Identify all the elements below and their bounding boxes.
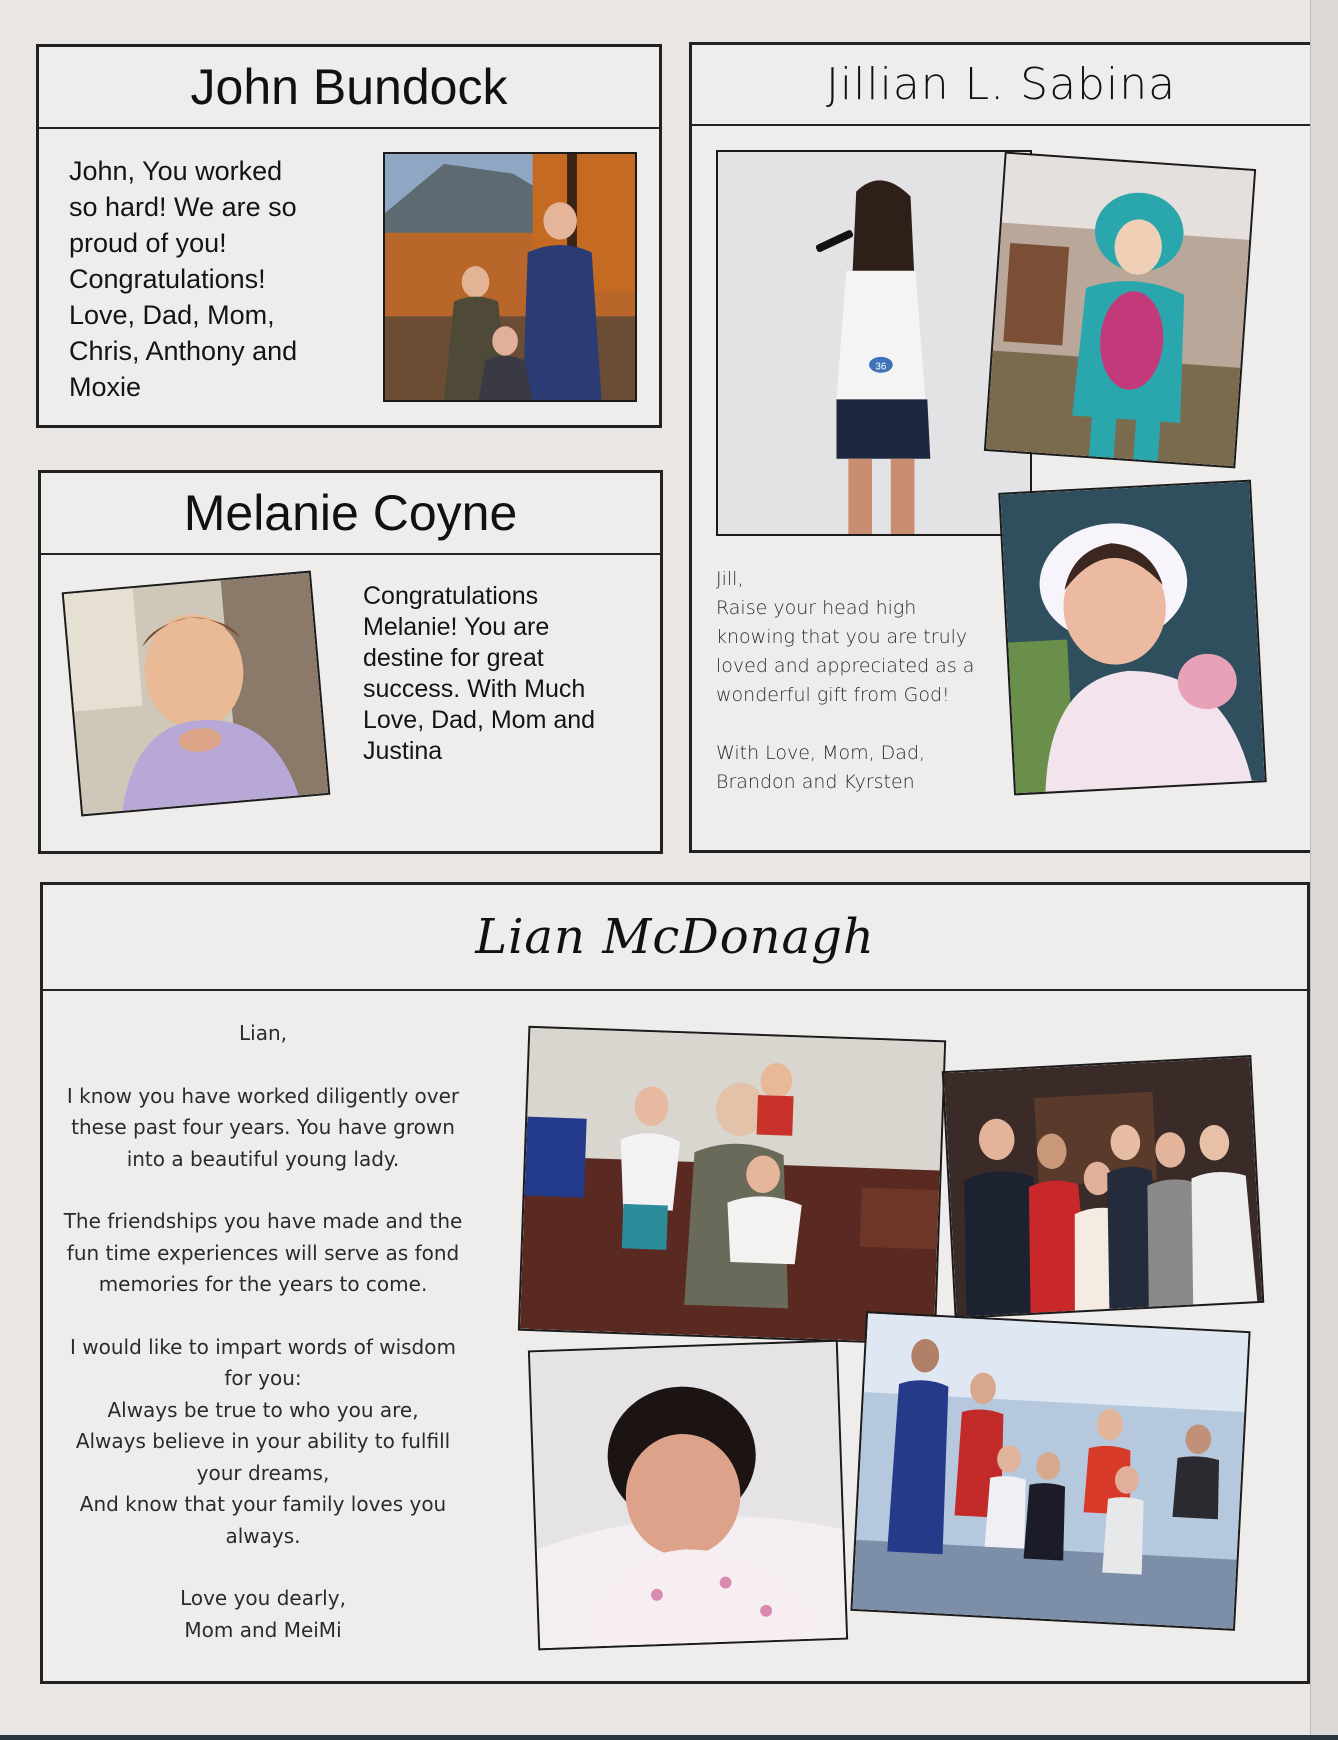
jillian-costume-photo	[984, 152, 1256, 469]
jillian-sabina-panel	[689, 42, 1310, 853]
jersey-number: 36	[875, 361, 887, 373]
melanie-msg-line: destine for great	[363, 644, 544, 672]
melanie-title-band	[41, 473, 660, 555]
john-msg-line: John, You worked	[69, 156, 283, 186]
lian-baby-photo	[528, 1340, 848, 1651]
john-message	[69, 153, 369, 405]
lian-message	[43, 1018, 483, 1646]
melanie-baby-photo	[62, 571, 331, 817]
lian-group-indoor-photo	[850, 1311, 1250, 1631]
lian-msg-spacer	[43, 1301, 483, 1332]
melanie-name-heading: Melanie Coyne	[183, 485, 518, 541]
lian-msg-spacer	[43, 1175, 483, 1206]
john-msg-line: so hard! We are so	[69, 192, 297, 222]
john-bundock-panel	[36, 44, 662, 428]
page-bottom-edge	[0, 1735, 1338, 1740]
melanie-msg-line: Love, Dad, Mom and	[363, 706, 596, 734]
jillian-singing-photo	[716, 150, 1032, 536]
lian-msg-line: And know that your family loves you	[79, 1492, 447, 1516]
lian-msg-line: into a beautiful young lady.	[126, 1146, 400, 1171]
lian-msg-line: fun time experiences will serve as fond	[66, 1240, 460, 1265]
john-family-photo	[383, 152, 637, 402]
melanie-msg-line: success. With Much	[363, 675, 586, 703]
lian-msg-line: always.	[225, 1523, 301, 1548]
lian-msg-line: memories for the years to come.	[98, 1272, 428, 1296]
jillian-msg-line: Jill,	[716, 568, 744, 590]
jillian-msg-line: knowing that you are truly	[716, 626, 968, 648]
john-msg-line: Moxie	[69, 372, 142, 402]
lian-msg-line: I know you have worked diligently over	[66, 1083, 460, 1108]
lian-mcdonagh-panel	[40, 882, 1310, 1684]
lian-msg-line: I would like to impart words of wisdom	[70, 1334, 456, 1359]
melanie-msg-line: Congratulations	[363, 582, 539, 610]
john-msg-line: proud of you!	[69, 228, 227, 258]
lian-msg-line: for you:	[224, 1366, 302, 1390]
john-title-band	[39, 47, 659, 129]
john-msg-line: Chris, Anthony and	[69, 336, 298, 366]
melanie-msg-line: Justina	[363, 737, 443, 765]
jillian-message	[716, 565, 1006, 797]
lian-msg-spacer	[43, 1050, 483, 1081]
jillian-name-heading: Jillian L. Sabina	[825, 59, 1177, 110]
john-msg-line: Congratulations!	[69, 264, 266, 294]
jillian-baby-bonnet-photo	[998, 480, 1267, 796]
lian-msg-line: Always believe in your ability to fulfill	[75, 1429, 451, 1453]
lian-sofa-photo	[518, 1026, 946, 1345]
lian-msg-line: your dreams,	[196, 1460, 330, 1485]
lian-msg-line: Mom and MeiMi	[184, 1617, 342, 1642]
lian-greeting: Lian,	[239, 1021, 287, 1045]
melanie-message	[363, 581, 653, 767]
melanie-coyne-panel	[38, 470, 663, 854]
jillian-msg-line: Raise your head high	[716, 597, 917, 619]
lian-title-band	[43, 885, 1307, 991]
lian-name-heading: Lian McDonagh	[475, 909, 875, 965]
lian-msg-spacer	[43, 1552, 483, 1583]
john-name-heading: John Bundock	[190, 59, 508, 115]
lian-family-group-photo	[942, 1055, 1265, 1319]
lian-msg-line: Love you dearly,	[180, 1586, 346, 1610]
lian-msg-line: The friendships you have made and the	[63, 1209, 463, 1233]
melanie-msg-line: Melanie! You are	[363, 613, 550, 641]
jillian-msg-line: wonderful gift from God!	[716, 684, 950, 706]
adjacent-page-edge	[1310, 0, 1338, 1740]
jillian-msg-line: loved and appreciated as a	[716, 655, 975, 677]
lian-msg-line: Always be true to who you are,	[107, 1397, 419, 1422]
jillian-msg-spacer	[716, 710, 1006, 739]
john-msg-line: Love, Dad, Mom,	[69, 300, 275, 330]
lian-msg-line: these past four years. You have grown	[71, 1115, 455, 1139]
jillian-title-band	[692, 45, 1310, 126]
jillian-msg-line: With Love, Mom, Dad,	[716, 742, 926, 764]
jillian-msg-line: Brandon and Kyrsten	[716, 771, 915, 793]
